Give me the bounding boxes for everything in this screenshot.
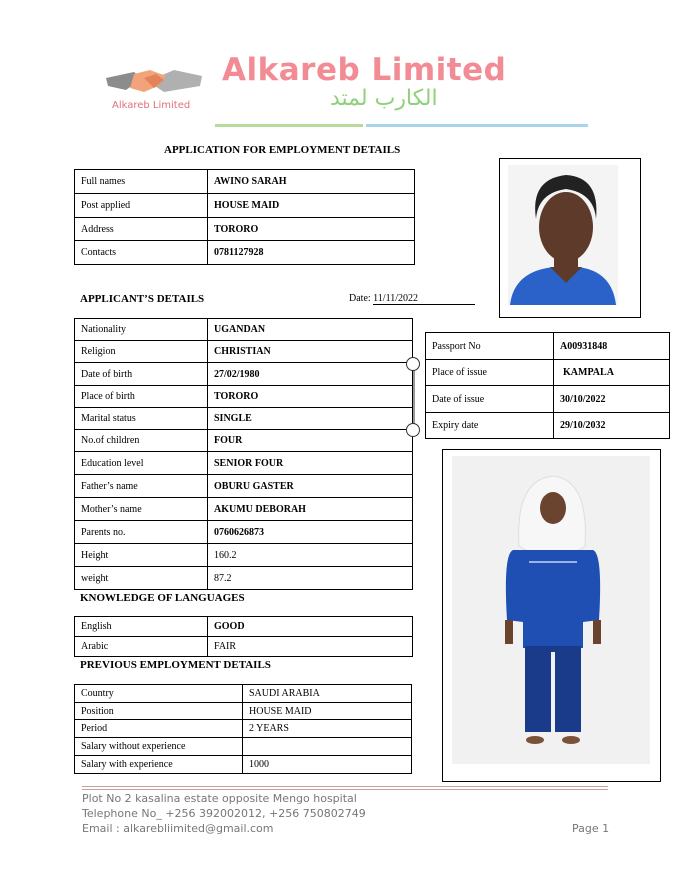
row-value: 2 YEARS: [243, 720, 412, 738]
row-label: Place of birth: [75, 386, 208, 408]
table-row: [75, 408, 413, 430]
table-row: [75, 363, 413, 386]
date-value: 11/11/2022: [373, 293, 475, 305]
row-value: 0781127928: [208, 241, 415, 265]
date-line: [349, 293, 475, 305]
footer-email: Email : alkarebliimited@gmail.com: [82, 822, 274, 835]
row-value: HOUSE MAID: [243, 703, 412, 720]
row-label: Arabic: [75, 637, 208, 657]
basic-details-table: [74, 169, 415, 265]
table-row: [75, 521, 413, 544]
table-row: [75, 685, 412, 703]
company-name: Alkareb Limited: [222, 52, 507, 88]
table-row: [75, 194, 415, 218]
row-value: KAMPALA: [554, 360, 670, 386]
row-value: FOUR: [208, 430, 413, 452]
header-rule-blue: [366, 124, 588, 127]
row-label: Passport No: [426, 333, 554, 360]
table-row: [75, 756, 412, 774]
row-label: Country: [75, 685, 243, 703]
table-row: [75, 319, 413, 341]
row-label: Place of issue: [426, 360, 554, 386]
row-value: HOUSE MAID: [208, 194, 415, 218]
row-value: 30/10/2022: [554, 386, 670, 413]
form-title: APPLICATION FOR EMPLOYMENT DETAILS: [164, 144, 401, 156]
table-row: [75, 738, 412, 756]
row-value: AWINO SARAH: [208, 170, 415, 194]
previous-employment-heading: PREVIOUS EMPLOYMENT DETAILS: [80, 659, 271, 671]
row-value: GOOD: [208, 617, 413, 637]
languages-table: [74, 616, 413, 657]
row-label: Mother’s name: [75, 498, 208, 521]
row-label: No.of children: [75, 430, 208, 452]
row-label: Height: [75, 544, 208, 567]
footer-rule: [82, 786, 608, 787]
row-value: 87.2: [208, 567, 413, 590]
page-number: Page 1: [572, 822, 610, 835]
resize-handle-bottom[interactable]: [406, 423, 420, 437]
previous-employment-table: [74, 684, 412, 774]
applicant-heading: APPLICANT’S DETAILS: [80, 293, 205, 305]
footer-address: Plot No 2 kasalina estate opposite Mengo hospital: [82, 792, 357, 805]
row-value: TORORO: [208, 386, 413, 408]
table-row: [75, 720, 412, 738]
table-row: [75, 218, 415, 241]
table-row: [426, 360, 670, 386]
row-value: SAUDI ARABIA: [243, 685, 412, 703]
company-name-arabic: الكارب لمتد: [330, 86, 438, 111]
table-row: [75, 430, 413, 452]
row-value: 29/10/2032: [554, 413, 670, 439]
row-label: English: [75, 617, 208, 637]
header-rule-green: [215, 124, 363, 127]
resize-handle-line: [413, 366, 415, 430]
row-value: CHRISTIAN: [208, 341, 413, 363]
row-label: Father’s name: [75, 475, 208, 498]
table-row: [75, 170, 415, 194]
row-label: Contacts: [75, 241, 208, 265]
row-value: 160.2: [208, 544, 413, 567]
handshake-icon: [104, 64, 204, 98]
table-row: [75, 341, 413, 363]
table-row: [75, 567, 413, 590]
logo-caption: Alkareb Limited: [112, 100, 191, 111]
person-full-body-icon: [443, 450, 660, 781]
row-label: Salary with experience: [75, 756, 243, 774]
row-label: Address: [75, 218, 208, 241]
resize-handle-top[interactable]: [406, 357, 420, 371]
row-label: Position: [75, 703, 243, 720]
row-label: Education level: [75, 452, 208, 475]
row-value: UGANDAN: [208, 319, 413, 341]
full-body-photo: [442, 449, 661, 782]
logo: [104, 64, 204, 112]
row-label: Marital status: [75, 408, 208, 430]
row-value: [243, 738, 412, 756]
table-row: [426, 333, 670, 360]
row-label: Period: [75, 720, 243, 738]
row-label: Expiry date: [426, 413, 554, 439]
row-value: SINGLE: [208, 408, 413, 430]
footer-telephone: Telephone No_ +256 392002012, +256 750802749: [82, 807, 366, 820]
row-value: OBURU GASTER: [208, 475, 413, 498]
table-row: [75, 386, 413, 408]
applicant-table: [74, 318, 413, 590]
row-label: Post applied: [75, 194, 208, 218]
table-row: [426, 413, 670, 439]
table-row: [75, 241, 415, 265]
table-row: [75, 452, 413, 475]
table-row: [75, 498, 413, 521]
row-label: Full names: [75, 170, 208, 194]
row-value: 27/02/1980: [208, 363, 413, 386]
row-value: 0760626873: [208, 521, 413, 544]
row-value: A00931848: [554, 333, 670, 360]
passport-table: [425, 332, 670, 439]
row-label: Religion: [75, 341, 208, 363]
row-value: FAIR: [208, 637, 413, 657]
table-row: [75, 637, 413, 657]
date-label: Date:: [349, 293, 371, 304]
row-label: weight: [75, 567, 208, 590]
footer-rule-2: [82, 789, 608, 790]
person-portrait-icon: [500, 159, 640, 317]
row-value: 1000: [243, 756, 412, 774]
row-label: Salary without experience: [75, 738, 243, 756]
table-row: [75, 703, 412, 720]
row-value: SENIOR FOUR: [208, 452, 413, 475]
table-row: [426, 386, 670, 413]
row-label: Date of birth: [75, 363, 208, 386]
table-row: [75, 475, 413, 498]
table-row: [75, 617, 413, 637]
row-label: Nationality: [75, 319, 208, 341]
languages-heading: KNOWLEDGE OF LANGUAGES: [80, 592, 245, 604]
row-label: Parents no.: [75, 521, 208, 544]
table-row: [75, 544, 413, 567]
row-label: Date of issue: [426, 386, 554, 413]
row-value: AKUMU DEBORAH: [208, 498, 413, 521]
portrait-photo: [499, 158, 641, 318]
row-value: TORORO: [208, 218, 415, 241]
